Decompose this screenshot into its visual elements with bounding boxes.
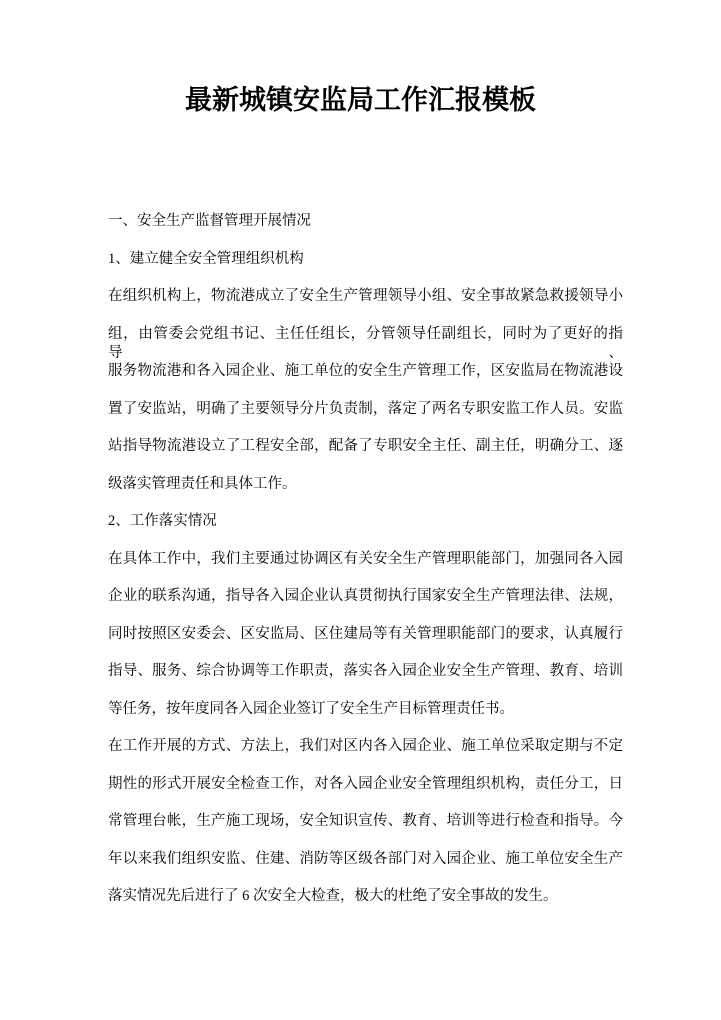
paragraph-line: 在组织机构上，物流港成立了安全生产管理领导小组、安全事故紧急救援领导小 (108, 288, 623, 304)
paragraph-line: 期性的形式开展安全检查工作，对各入园企业安全管理组织机构，责任分工，日 (108, 775, 623, 792)
paragraph-line: 年以来我们组织安监、住建、消防等区级各部门对入园企业、施工单位安全生产 (108, 850, 623, 867)
paragraph-line: 同时按照区安委会、区安监局、区住建局等有关管理职能部门的要求，认真履行 (108, 625, 623, 642)
paragraph-line: 等任务，按年度同各入园企业签订了安全生产目标管理责任书。 (108, 700, 514, 717)
paragraph-line: 指导、服务、综合协调等工作职责，落实各入园企业安全生产管理、教育、培训 (108, 663, 623, 679)
subheading-2: 2、工作落实情况 (108, 513, 217, 529)
paragraph-line: 置了安监站，明确了主要领导分片负责制，落定了两名专职安监工作人员。安监 (108, 400, 623, 417)
section-heading-1: 一、安全生产监督管理开展情况 (108, 213, 311, 229)
paragraph-line: 企业的联系沟通，指导各入园企业认真贯彻执行国家安全生产管理法律、法规， (108, 588, 623, 604)
paragraph-line: 级落实管理责任和具体工作。 (108, 475, 297, 492)
paragraph-line: 落实情况先后进行了 6 次安全大检查，极大的杜绝了安全事故的发生。 (108, 888, 558, 904)
paragraph-line: 在具体工作中，我们主要通过协调区有关安全生产管理职能部门，加强同各入园 (108, 550, 623, 567)
paragraph-line: 站指导物流港设立了工程安全部，配备了专职安全主任、副主任，明确分工、逐 (108, 438, 623, 454)
paragraph-line: 在工作开展的方式、方法上，我们对区内各入园企业、施工单位采取定期与不定 (108, 738, 623, 754)
document-title: 最新城镇安监局工作汇报模板 (185, 85, 536, 115)
document-body (108, 212, 623, 925)
paragraph-line: 常管理台帐，生产施工现场，安全知识宣传、教育、培训等进行检查和指导。今 (108, 813, 623, 829)
subheading-1: 1、建立健全安全管理组织机构 (108, 250, 304, 267)
paragraph-line: 组，由管委会党组书记、主任任组长，分管领导任副组长，同时为了更好的指导、 (108, 325, 623, 361)
paragraph-line: 服务物流港和各入园企业、施工单位的安全生产管理工作，区安监局在物流港设 (108, 363, 623, 379)
